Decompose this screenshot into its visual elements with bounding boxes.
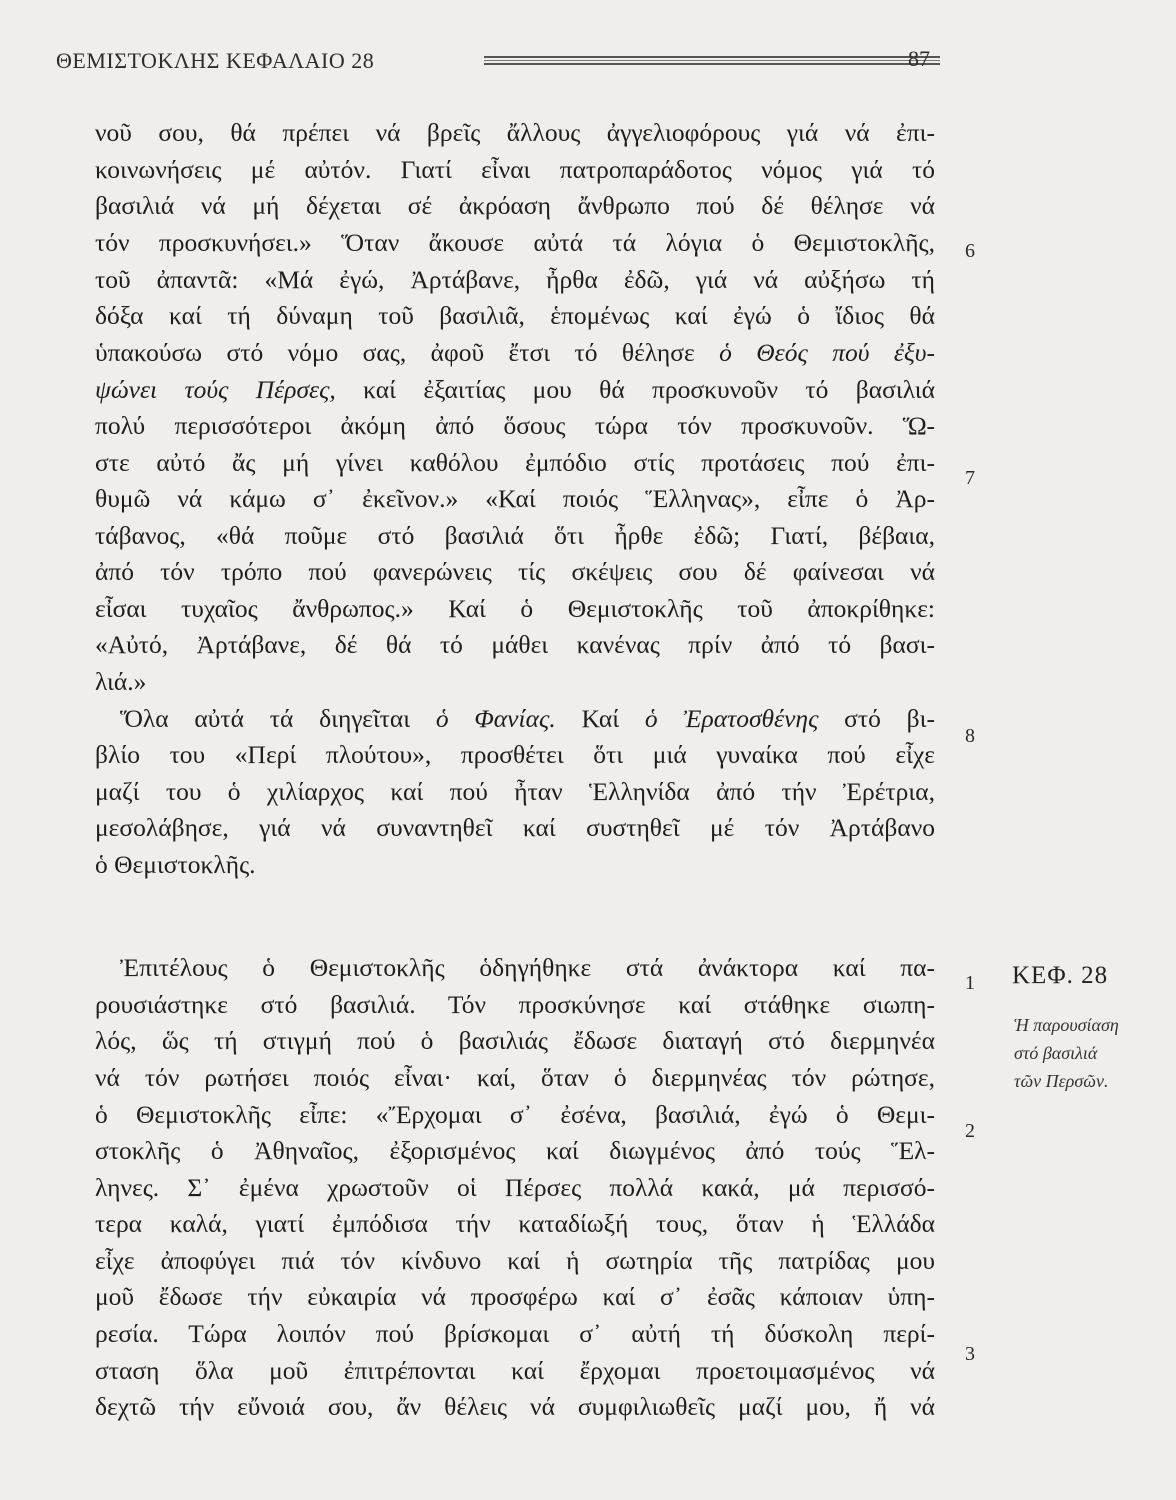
text-run: πολύ περισσότεροι ἀκόμη ἀπό ὅσους τώρα τόν προσκυνοῦν. Ὥ-	[95, 411, 935, 440]
running-header	[56, 40, 928, 80]
text-run: ληνες. Σ᾽ ἐμένα χρωστοῦν οἱ Πέρσες πολλά κακά, μά περισσό-	[95, 1173, 935, 1202]
text-run: μαζί του ὁ χιλίαρχος καί πού ἦταν Ἑλληνίδα ἀπό τήν Ἐρέτρια,	[95, 777, 935, 806]
header-rule	[484, 56, 940, 65]
text-run: στό βι-	[818, 704, 935, 733]
text-line	[120, 701, 935, 737]
text-line	[95, 262, 935, 298]
text-line	[95, 1243, 935, 1279]
text-line	[95, 1389, 935, 1425]
text-run: ρουσιάστηκε στό βασιλιά. Τόν προσκύνησε καί στάθηκε σιωπη-	[95, 990, 935, 1019]
text-run: ρεσία. Τώρα λοιπόν πού βρίσκομαι σ᾽ αὐτή τή δύσκολη περί-	[95, 1319, 935, 1348]
text-run: ὁ Θεμιστοκλῆς.	[95, 850, 256, 879]
text-line	[95, 1133, 935, 1169]
italic-name: ὁ Θεός πού ἐξυ-	[719, 338, 935, 367]
text-line	[95, 372, 935, 408]
text-run: ὁ Θεμιστοκλῆς εἶπε: «Ἔρχομαι σ᾽ ἐσένα, βασιλιά, ἐγώ ὁ Θεμι-	[95, 1100, 935, 1129]
text-run: δόξα καί τή δύναμη τοῦ βασιλιᾶ, ἑπομένως καί ἐγώ ὁ ἴδιος θά	[95, 301, 935, 330]
text-run: τερα καλά, γιατί ἐμπόδισα τήν καταδίωξή τους, ὅταν ἡ Ἑλλάδα	[95, 1209, 935, 1238]
text-line	[95, 847, 935, 883]
text-line	[95, 1353, 935, 1389]
text-run: θυμῶ νά κάμω σ᾽ ἐκεῖνον.» «Καί ποιός Ἕλληνας», εἶπε ὁ Ἀρ-	[95, 484, 935, 513]
text-run: δεχτῶ τήν εὔνοιά σου, ἄν θέλεις νά συμφιλιωθεῖς μαζί μου, ἤ νά	[95, 1392, 935, 1421]
text-run: λιά.»	[95, 667, 147, 696]
text-run: στε αὐτό ἄς μή γίνει καθόλου ἐμπόδιο στίς προτάσεις πού ἐπι-	[95, 448, 935, 477]
text-run: εἶχε ἀποφύγει πιά τόν κίνδυνο καί ἡ σωτηρία τῆς πατρίδας μου	[95, 1246, 935, 1275]
text-line	[95, 1170, 935, 1206]
text-line	[95, 225, 935, 261]
text-run: ἀπό τόν τρόπο πού φανερώνεις τίς σκέψεις σου δέ φαίνεσαι νά	[95, 557, 935, 586]
text-line	[95, 1060, 935, 1096]
text-run: μεσολάβησε, γιά νά συναντηθεῖ καί συστηθεῖ μέ τόν Ἀρτάβανο	[95, 813, 935, 842]
text-run: νοῦ σου, θά πρέπει νά βρεῖς ἄλλους ἀγγελιοφόρους γιά νά ἐπι-	[95, 118, 935, 147]
margin-number: 7	[965, 467, 975, 489]
text-run: βλίο του «Περί πλούτου», προσθέτει ὅτι μιά γυναίκα πού εἶχε	[95, 740, 935, 769]
chapter-subtitle-line: Ἡ παρουσίαση	[1014, 1015, 1119, 1035]
text-run: Ὅλα αὐτά τά διηγεῖται	[120, 704, 436, 733]
page-number: 87	[908, 46, 930, 71]
chapter-heading: ΚΕΦ. 28	[1012, 962, 1109, 989]
margin-number: 6	[965, 240, 975, 262]
text-line	[95, 298, 935, 334]
text-line	[95, 737, 935, 773]
chapter-subtitle-line: τῶν Περσῶν.	[1014, 1071, 1109, 1091]
text-line	[120, 950, 935, 986]
text-run: τοῦ ἀπαντᾶ: «Μά ἐγώ, Ἀρτάβανε, ἦρθα ἐδῶ, γιά νά αὐξήσω τή	[95, 265, 935, 294]
margin-number: 8	[965, 725, 975, 747]
italic-name: ψώνει τούς Πέρσες,	[95, 375, 336, 404]
text-line	[95, 774, 935, 810]
text-line	[95, 518, 935, 554]
margin-number: 2	[965, 1120, 975, 1142]
text-run: βασιλιά νά μή δέχεται σέ ἀκρόαση ἄνθρωπο πού δέ θέλησε νά	[95, 191, 935, 220]
text-line	[95, 1316, 935, 1352]
text-run: Ἐπιτέλους ὁ Θεμιστοκλῆς ὁδηγήθηκε στά ἀνάκτορα καί πα-	[120, 953, 935, 982]
text-run: τόν προσκυνήσει.» Ὅταν ἄκουσε αὐτά τά λόγια ὁ Θεμιστοκλῆς,	[95, 228, 935, 257]
header-title: ΘΕΜΙΣΤΟΚΛΗΣ ΚΕΦΑΛΑΙΟ 28	[56, 48, 375, 73]
text-run: καί ἐξαιτίας μου θά προσκυνοῦν τό βασιλιά	[335, 375, 936, 404]
text-run: νά τόν ρωτήσει ποιός εἶναι· καί, ὅταν ὁ διερμηνέας τόν ρώτησε,	[95, 1063, 935, 1092]
text-line	[95, 335, 935, 371]
text-line	[95, 1279, 935, 1315]
text-run: στοκλῆς ὁ Ἀθηναῖος, ἐξορισμένος καί διωγμένος ἀπό τούς Ἕλ-	[95, 1136, 935, 1165]
text-line	[95, 627, 935, 663]
text-line	[95, 664, 935, 700]
chapter-subtitle-line: στό βασιλιά	[1014, 1043, 1098, 1063]
text-line	[95, 445, 935, 481]
italic-name: ὁ Φανίας.	[435, 704, 556, 733]
text-run: «Αὐτό, Ἀρτάβανε, δέ θά τό μάθει κανένας πρίν ἀπό τό βασι-	[95, 630, 935, 659]
text-line	[95, 1097, 935, 1133]
text-run: ὑπακούσω στό νόμο σας, ἀφοῦ ἔτσι τό θέλησε	[95, 338, 720, 367]
text-line	[95, 987, 935, 1023]
text-line	[95, 152, 935, 188]
text-line	[95, 1206, 935, 1242]
margin-number: 3	[965, 1343, 975, 1365]
text-run: σταση ὅλα μοῦ ἐπιτρέπονται καί ἔρχομαι προετοιμασμένος νά	[95, 1356, 935, 1385]
text-run: μοῦ ἔδωσε τήν εὐκαιρία νά προσφέρω καί σ᾽ ἐσᾶς κάποιαν ὑπη-	[95, 1282, 935, 1311]
text-line	[95, 188, 935, 224]
text-run: εἶσαι τυχαῖος ἄνθρωπος.» Καί ὁ Θεμιστοκλῆς τοῦ ἀποκρίθηκε:	[95, 594, 935, 623]
text-run: τάβανος, «θά ποῦμε στό βασιλιά ὅτι ἦρθε ἐδῶ; Γιατί, βέβαια,	[95, 521, 935, 550]
text-line	[95, 1023, 935, 1059]
italic-name: ὁ Ἐρατοσθένης	[644, 704, 819, 733]
text-run: Καί	[555, 704, 645, 733]
text-run: λός, ὥς τή στιγμή πού ὁ βασιλιάς ἔδωσε διαταγή στό διερμηνέα	[95, 1026, 935, 1055]
text-line	[95, 408, 935, 444]
text-line	[95, 591, 935, 627]
text-line	[95, 115, 935, 151]
text-line	[95, 810, 935, 846]
margin-number: 1	[965, 972, 975, 994]
text-run: κοινωνήσεις μέ αὐτόν. Γιατί εἶναι πατροπαράδοτος νόμος γιά τό	[95, 155, 935, 184]
text-line	[95, 554, 935, 590]
text-line	[95, 481, 935, 517]
